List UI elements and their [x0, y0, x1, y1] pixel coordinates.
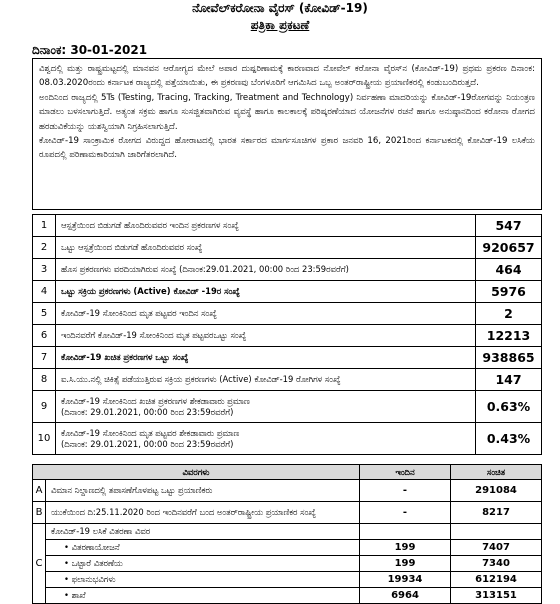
row-today: - [360, 480, 451, 502]
row-value: 5976 [476, 281, 542, 303]
table-row [33, 480, 542, 502]
stats-row [33, 259, 542, 281]
row-cumulative: 291084 [451, 480, 542, 502]
row-label: ಯುಕೆಯಿಂದ ದಿ:25.11.2020 ರಿಂದ ಇಂದಿನವರೆಗೆ ಬಂದ ಅಂತರ್‌ರಾಷ್ಟ್ರೀಯ ಪ್ರಯಾಣಿಕರ ಸಂಖ್ಯೆ [46, 502, 360, 524]
row-number: 5 [33, 303, 56, 325]
row-label-date: (ದಿನಾಂಕ: 29.01.2021, 00:00 ರಿಂದ 23:59ರವರೆಗೆ) [61, 406, 234, 417]
row-label: ವಿಮಾನ ನಿಲ್ದಾಣದಲ್ಲಿ ತಪಾಸಣೆಗೊಳಪಟ್ಟ ಒಟ್ಟು ಪ್ರಯಾಣಿಕರು [46, 480, 360, 502]
stats-row [33, 391, 542, 423]
header-details: ವಿವರಗಳು [33, 465, 360, 480]
row-letter: A [33, 480, 46, 502]
row-value: 0.63% [476, 391, 542, 423]
sub-label: • ವಿತರಣಾಯೋಜನೆ [46, 540, 360, 556]
stats-row [33, 325, 542, 347]
stats-row [33, 423, 542, 455]
row-value: 0.43% [476, 423, 542, 455]
row-label: ಹೊಸ ಪ್ರಕರಣಗಳು ವರದಿಯಾಗಿರುವ ಸಂಖ್ಯೆ (ದಿನಾಂಕ:29.01.2021, 00:00 ರಿಂದ 23:59ರವರೆಗೆ) [56, 259, 476, 281]
row-cumulative-empty [451, 524, 542, 540]
sub-label: • ಫಲಾನುಭವಿಗಳು [46, 572, 360, 588]
row-today: - [360, 502, 451, 524]
header-cumulative: ಸಂಚಿತ [451, 465, 542, 480]
sub-row [33, 572, 542, 588]
row-label-date: (ದಿನಾಂಕ: 29.01.2021, 00:00 ರಿಂದ 23:59ರವರೆಗೆ) [61, 438, 234, 449]
row-number: 10 [33, 423, 56, 455]
table-row [33, 502, 542, 524]
row-number: 8 [33, 369, 56, 391]
sub-cumulative: 7407 [451, 540, 542, 556]
row-letter: C [33, 524, 46, 604]
stats-table [32, 214, 542, 455]
row-number: 7 [33, 347, 56, 369]
row-label: ಕೋವಿಡ್-19 ಸೋಂಕಿನಿಂದ ಮೃತ ಪಟ್ಟವರ ಇಂದಿನ ಸಂಖ್ಯೆ [56, 303, 476, 325]
row-label: ಒಟ್ಟು ಸಕ್ರಿಯ ಪ್ರಕರಣಗಳು (Active) ಕೋವಿಡ್ -19ರ ಸಂಖ್ಯೆ [56, 281, 476, 303]
row-label: ಆಸ್ಪತ್ರೆಯಿಂದ ಬಿಡುಗಡೆ ಹೊಂದಿರುವವರ ಇಂದಿನ ಪ್ರಕರಣಗಳ ಸಂಖ್ಯೆ [56, 215, 476, 237]
sub-label: • ಶಾಖೆ [46, 588, 360, 604]
header-today: ಇಂದಿನ [360, 465, 451, 480]
row-value: 2 [476, 303, 542, 325]
row-value: 547 [476, 215, 542, 237]
row-label: ಕೋವಿಡ್-19 ಸೋಂಕಿನಿಂದ ಖಚಿತ ಪ್ರಕರಣಗಳ ಶೇಕಡಾವಾರು ಪ್ರಮಾಣ [61, 395, 250, 406]
row-value: 464 [476, 259, 542, 281]
intro-paragraph-1: ವಿಶ್ವದಲ್ಲಿ ಮತ್ತು ರಾಷ್ಟ್ರಮಟ್ಟದಲ್ಲಿ ಮಾನವನ ಆರೋಗ್ಯದ ಮೇಲೆ ಅಪಾರ ದುಷ್ಪರಿಣಾಮಕ್ಕೆ ಕಾರಣವಾದ ನೋವೆಲ್ ಕರೋನಾ ವೈರಸ್‌ನ (ಕೋವಿಡ್-19) ಪ್ರಥಮ ಪ್ರಕರಣ ದಿನಾಂಕ: 08.03.2020ರಂದು ಕರ್ನಾಟಕ ರಾಜ್ಯದಲ್ಲಿ ಪತ್ತೆಯಾಯಿತು, ಈ ಪ್ರಕರಣವು ಬೆಂಗಳೂರಿಗೆ ಆಗಮಿಸಿದ ಒಬ್ಬ ಅಂತರ್‌ರಾಷ್ಟ್ರೀಯ ಪ್ರಯಾಣಿಕರಲ್ಲಿ ಕಂಡುಬಂದಿರುತ್ತದೆ. [39, 64, 535, 89]
travel-vaccine-table [32, 464, 542, 604]
row-label: ಕೋವಿಡ್-19 ಲಸಿಕೆ ವಿತರಣಾ ವಿವರ [46, 524, 360, 540]
stats-row [33, 303, 542, 325]
stats-row [33, 281, 542, 303]
sub-today: 199 [360, 556, 451, 572]
press-subtitle-text: ಪತ್ರಿಕಾ ಪ್ರಕಟಣೆ [250, 18, 310, 32]
row-number: 6 [33, 325, 56, 347]
row-letter: B [33, 502, 46, 524]
row-number: 9 [33, 391, 56, 423]
sub-cumulative: 612194 [451, 572, 542, 588]
row-label: ಇಂದಿನವರೆಗೆ ಕೋವಿಡ್-19 ಸೋಂಕಿನಿಂದ ಮೃತ ಪಟ್ಟವರಒಟ್ಟು ಸಂಖ್ಯೆ [56, 325, 476, 347]
sub-row [33, 588, 542, 604]
row-value: 938865 [476, 347, 542, 369]
press-subtitle [0, 18, 560, 33]
press-title: ನೋವೆಲ್‌ಕರೋನಾ ವೈರಸ್ (ಕೋವಿಡ್-19) [192, 1, 368, 15]
row-value: 920657 [476, 237, 542, 259]
intro-paragraph-2: ಅಂದಿನಿಂದ ರಾಜ್ಯದಲ್ಲಿ 5Ts (Testing, Tracing, Tracking, Treatment and Technology) ನಿರ್ವಹಣಾ ಮಾದರಿಯನ್ನು ಕೋವಿಡ್-19ರೋಗವನ್ನು ನಿಯಂತ್ರಣ ಮಾಡಲು ಬಳಸಲಾಗುತ್ತಿದೆ. ಅತ್ಯಂತ ಸಕ್ರಮ ಹಾಗೂ ಸುಸಜ್ಜಿತವಾಗಿರುವ ವ್ಯವಸ್ಥೆ ಹಾಗೂ ಕಾಲಕಾಲಕ್ಕೆ ಪರಿಷ್ಕರಣೆಯಾದ ಯೋಜನೆಗಳ ರಚನೆ ಹಾಗೂ ಅನುಷ್ಠಾನದಿಂದ ಕರೋನಾ ರೋಗದ ಹರಡುವಿಕೆಯನ್ನು ಯಶಸ್ವಿಯಾಗಿ ನಿಗ್ರಹಿಸಲಾಗುತ್ತಿದೆ. [39, 92, 535, 132]
row-label: ಕೋವಿಡ್-19 ಖಚಿತ ಪ್ರಕರಣಗಳ ಒಟ್ಟು ಸಂಖ್ಯೆ [56, 347, 476, 369]
sub-today: 6964 [360, 588, 451, 604]
row-number: 3 [33, 259, 56, 281]
row-label-cell [56, 423, 476, 455]
intro-box [32, 58, 542, 210]
sub-cumulative: 313151 [451, 588, 542, 604]
stats-row [33, 215, 542, 237]
row-value: 12213 [476, 325, 542, 347]
row-label: ಒಟ್ಟು ಆಸ್ಪತ್ರೆಯಿಂದ ಬಿಡುಗಡೆ ಹೊಂದಿರುವವರ ಸಂಖ್ಯೆ [56, 237, 476, 259]
sub-today: 199 [360, 540, 451, 556]
row-label: ಕೋವಿಡ್-19 ಸೋಂಕಿನಿಂದ ಮೃತ ಪಟ್ಟವರ ಶೇಕಡಾವಾರು ಪ್ರಮಾಣ [61, 427, 240, 438]
sub-cumulative: 7340 [451, 556, 542, 572]
row-number: 1 [33, 215, 56, 237]
row-cumulative: 8217 [451, 502, 542, 524]
row-today-empty [360, 524, 451, 540]
release-date: ದಿನಾಂಕ: 30-01-2021 [32, 43, 148, 57]
intro-paragraph-3: ಕೋವಿಡ್-19 ಸಾಂಕ್ರಾಮಿಕ ರೋಗದ ವಿರುದ್ದದ ಹೋರಾಟದಲ್ಲಿ ಭಾರತ ಸರ್ಕಾರದ ಮಾರ್ಗಸೂಚಿಗಳ ಪ್ರಕಾರ ಜನವರಿ 16, 2021ರಿಂದ ಕರ್ನಾಟಕದಲ್ಲಿ ಕೋವಿಡ್-19 ಲಸಿಕೆಯ ರೂಪದಲ್ಲಿ ಪರಿಣಾಮಕಾರಿಯಾಗಿ ಜಾರಿಗೆತರಲಾಗಿದೆ. [39, 136, 535, 161]
stats-row [33, 237, 542, 259]
row-value: 147 [476, 369, 542, 391]
sub-row [33, 540, 542, 556]
sub-row [33, 556, 542, 572]
row-label: ಐ.ಸಿ.ಯು.ನಲ್ಲಿ ಚಿಕಿತ್ಸೆ ಪಡೆಯುತ್ತಿರುವ ಸಕ್ರಿಯ ಪ್ರಕರಣಗಳು (Active) ಕೋವಿಡ್-19 ರೋಗಿಗಳ ಸಂಖ್ಯೆ [56, 369, 476, 391]
row-number: 4 [33, 281, 56, 303]
table-row [33, 524, 542, 540]
row-number: 2 [33, 237, 56, 259]
sub-today: 19934 [360, 572, 451, 588]
row-label-cell [56, 391, 476, 423]
stats-row [33, 369, 542, 391]
stats-row [33, 347, 542, 369]
header-row [33, 465, 542, 480]
sub-label: • ಒಟ್ಟಾರೆ ವಿತರಣೆಯ [46, 556, 360, 572]
